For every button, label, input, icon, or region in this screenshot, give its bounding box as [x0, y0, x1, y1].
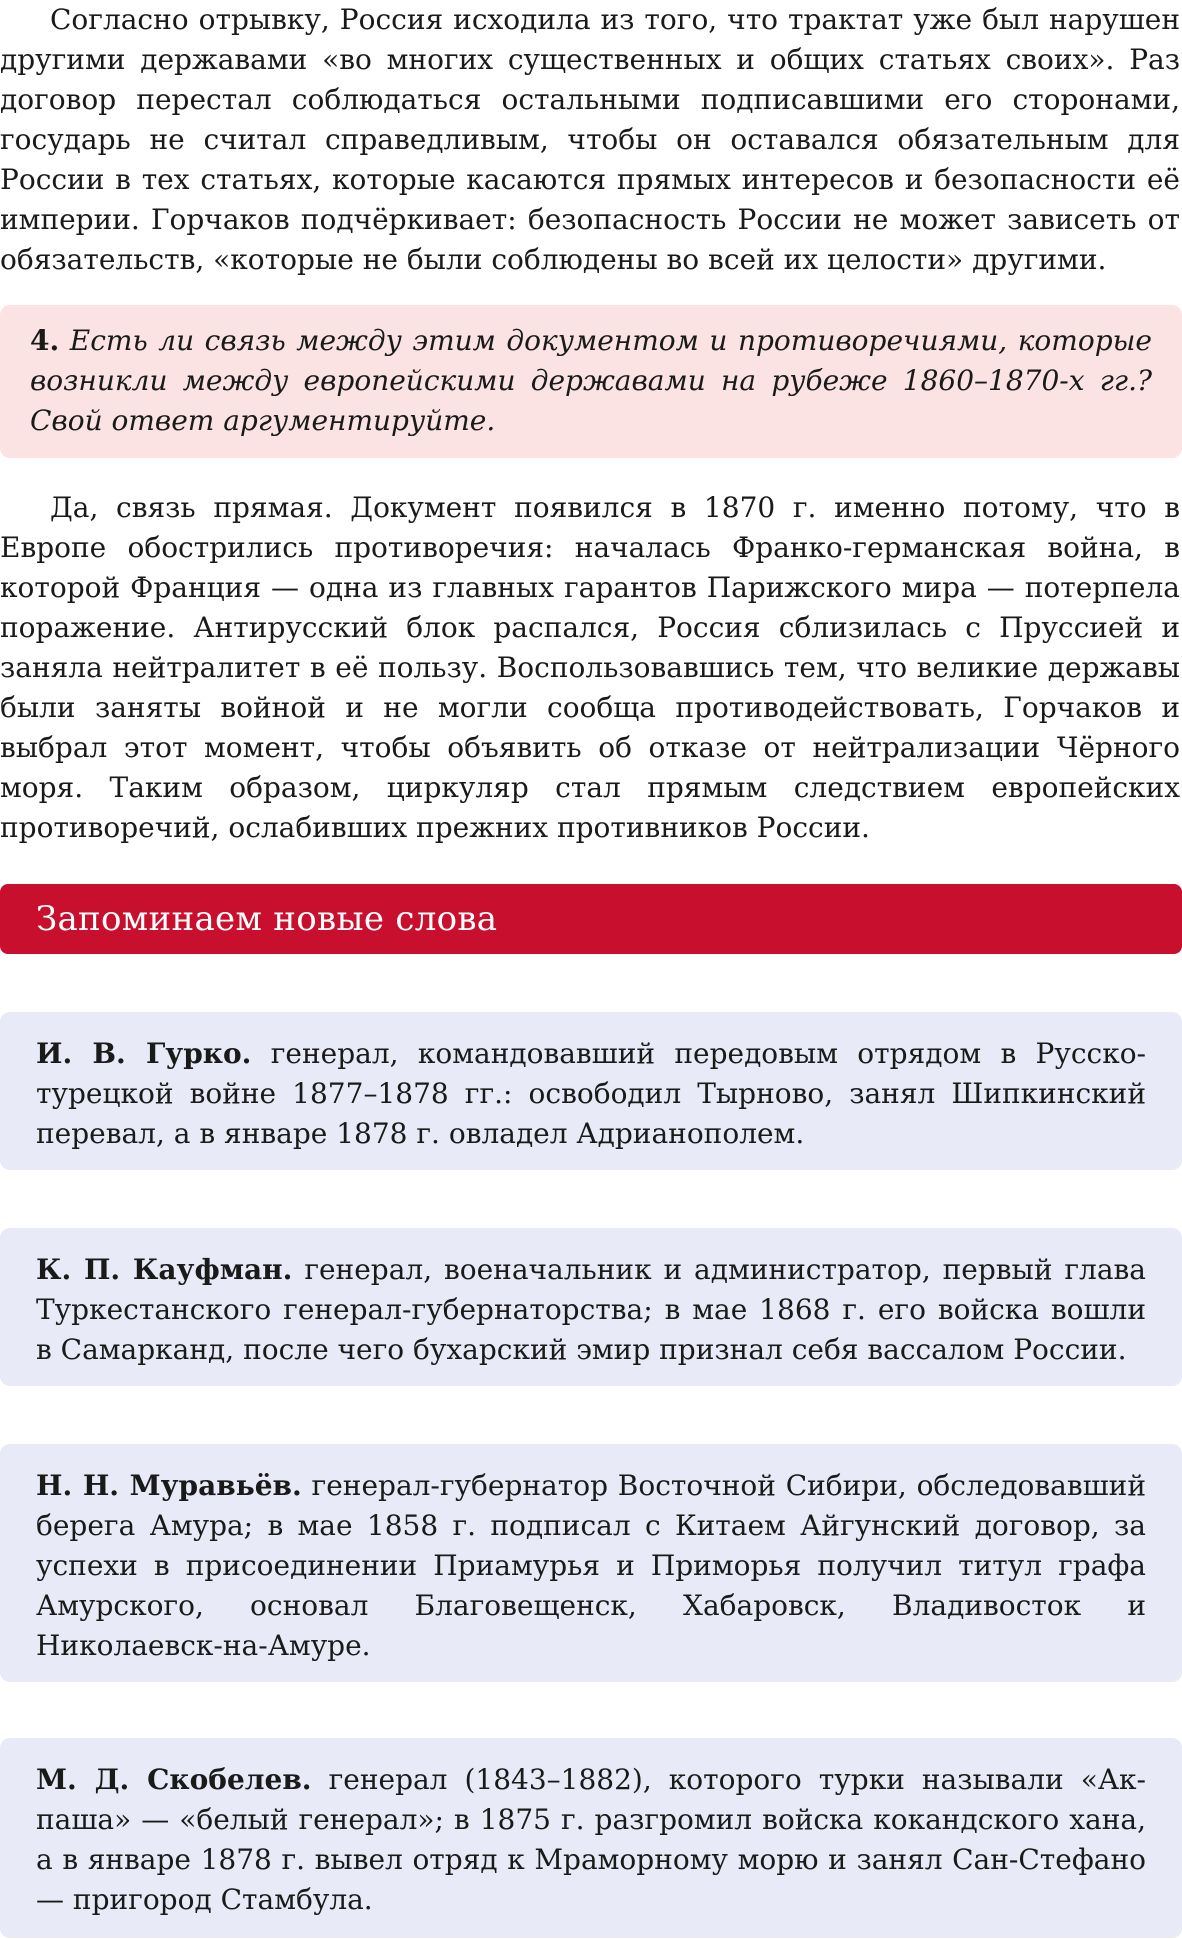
term-definition: генерал, командовавший передовым отрядом в Русско-турецкой войне 1877–1878 гг.: освободил Тырново, занял Шипкинский перевал, а в январе 1878 г. овладел Адрианополем.: [36, 1037, 1147, 1150]
question-text: Есть ли связь между этим документом и противоречиями, которые возникли между европейскими державами на рубеже 1860–1870-х гг.? Свой ответ аргументируйте.: [30, 324, 1152, 437]
term-card: [0, 1444, 1182, 1682]
term-entry: [36, 1466, 1146, 1666]
section-title: Запоминаем новые слова: [36, 899, 498, 939]
term-name: М. Д. Скобелев.: [36, 1763, 312, 1796]
term-card: [0, 1738, 1182, 1938]
term-card: [0, 1012, 1182, 1170]
term-name: Н. Н. Муравьёв.: [36, 1469, 302, 1502]
term-definition: генерал-губернатор Восточной Сибири, обследовавший берега Амура; в мае 1858 г. подписал с Китаем Айгунский договор, за успехи в присоединении Приамурья и Приморья получил титул графа Амурского, основал Благовещенск, Хабаровск, Владивосток и Николаевск-на-Амуре.: [36, 1469, 1146, 1662]
term-name: И. В. Гурко.: [36, 1037, 252, 1070]
term-entry: [36, 1250, 1146, 1370]
answer-paragraph-3: Согласно отрывку, Россия исходила из того, что трактат уже был нарушен другими державами «во многих существенных и общих статьях своих». Раз договор перестал соблюдаться остальными подписавшими его сторонами, государь не считал справедливым, чтобы он оставался обязательным для России в тех статьях, которые касаются прямых интересов и безопасности её империи. Горчаков подчёркивает: безопасность России не может зависеть от обязательств, «которые не были соблюдены во всей их целости» другими.: [0, 3, 1180, 276]
term-entry: [36, 1760, 1146, 1920]
term-entry: [36, 1034, 1146, 1154]
term-definition: генерал (1843–1882), которого турки называли «Ак-паша» — «белый генерал»; в 1875 г. разгромил войска кокандского хана, а в январе 1878 г. вывел отряд к Мраморному морю и занял Сан-Стефано — пригород Стамбула.: [36, 1763, 1147, 1916]
term-definition: генерал, военачальник и администратор, первый глава Туркестанского генерал-губернаторства; в мае 1868 г. его войска вошли в Самарканд, после чего бухарский эмир признал себя вассалом России.: [36, 1253, 1146, 1366]
section-header: [0, 884, 1182, 954]
question-box: [0, 305, 1182, 458]
term-name: К. П. Кауфман.: [36, 1253, 293, 1286]
question-number: 4.: [30, 324, 60, 357]
term-card: [0, 1228, 1182, 1386]
answer-paragraph-4: Да, связь прямая. Документ появился в 1870 г. именно потому, что в Европе обострились противоречия: началась Франко-германская война, в которой Франция — одна из главных гарантов Парижского мира — потерпела поражение. Антирусский блок распался, Россия сблизилась с Пруссией и заняла нейтралитет в её пользу. Воспользовавшись тем, что великие державы были заняты войной и не могли сообща противодействовать, Горчаков и выбрал этот момент, чтобы объявить об отказе от нейтрализации Чёрного моря. Таким образом, циркуляр стал прямым следствием европейских противоречий, ослабивших прежних противников России.: [0, 491, 1180, 844]
question-line: [30, 321, 1152, 441]
